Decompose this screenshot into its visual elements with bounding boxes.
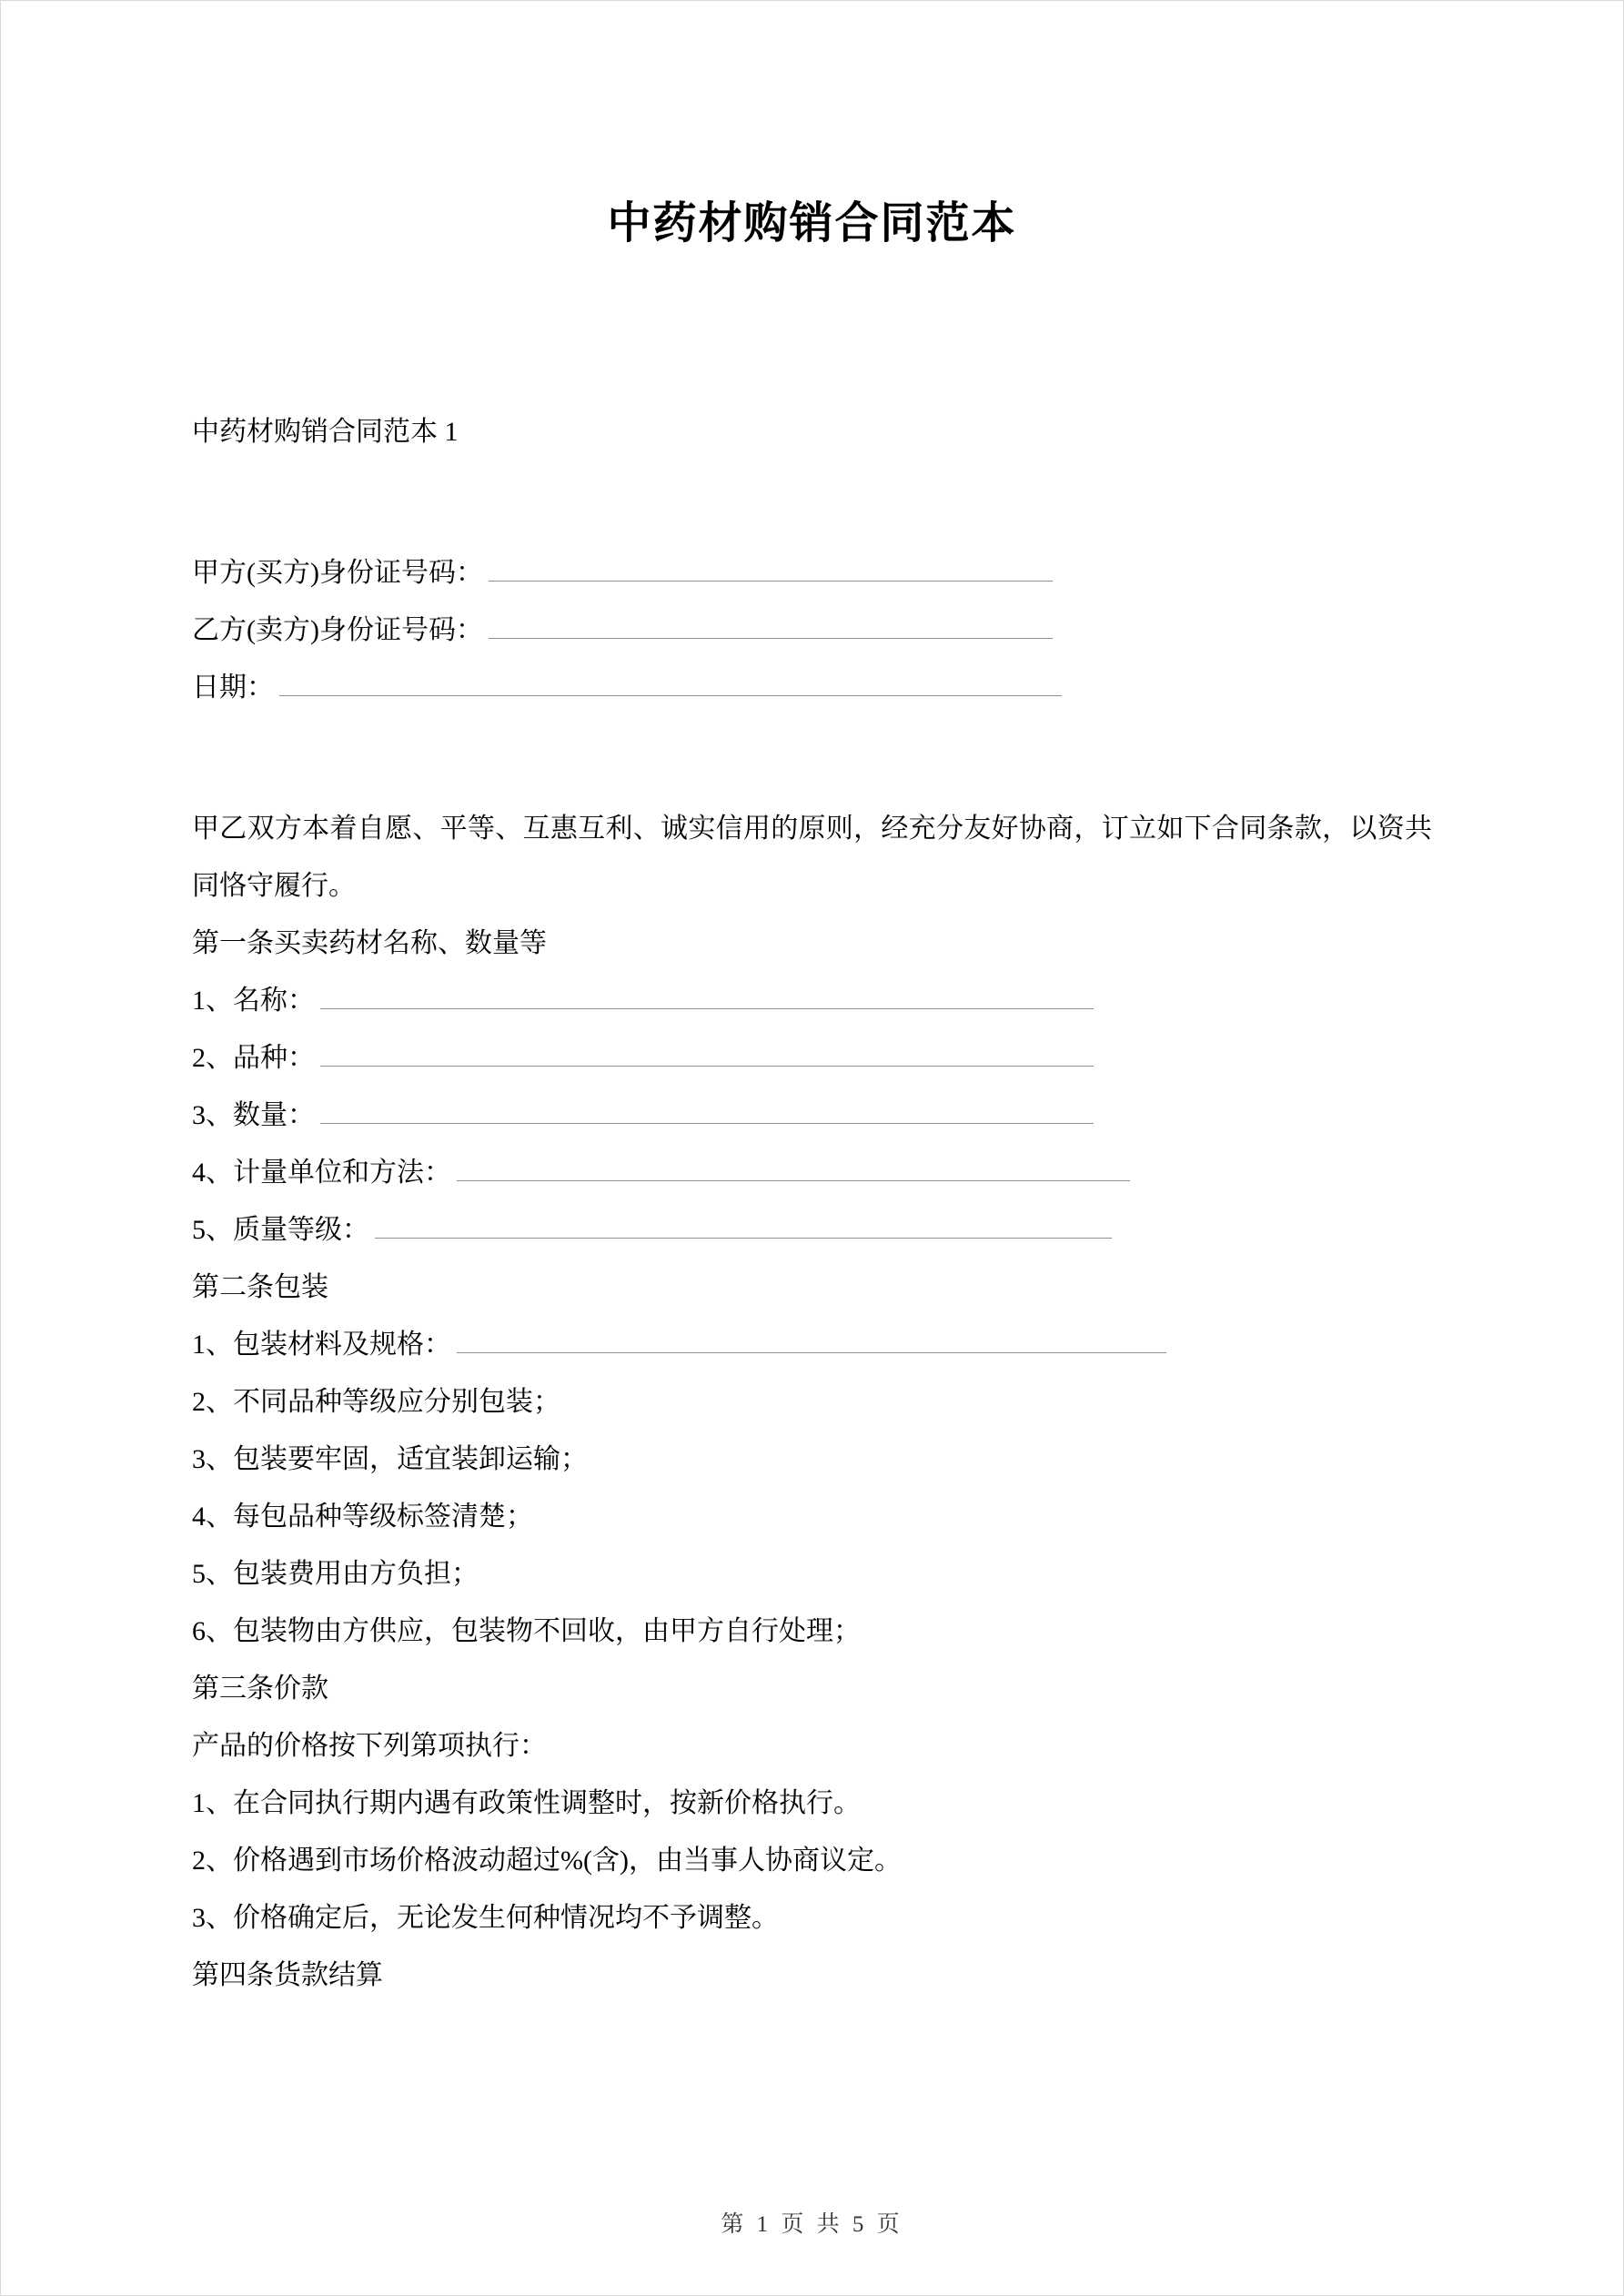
document-subtitle: 中药材购销合同范本 1 [192,417,459,447]
field-line-buyer-id [192,544,1432,602]
page-number-footer: 第 1 页 共 5 页 [721,2212,903,2237]
clause-1-item-variety [192,1029,1432,1087]
clause-2-item-5: 5、包装费用由方负担； [192,1559,479,1589]
clause-2 [192,1259,1432,1660]
name-blank [320,984,1094,1010]
date-label: 日期： [192,673,274,703]
name-label: 1、名称： [192,986,315,1016]
clause-3-heading: 第三条价款 [192,1674,328,1704]
clause-1-item-name [192,972,1432,1029]
clause-2-item-2: 2、不同品种等级应分别包装； [192,1387,560,1417]
clause-3-item-3: 3、价格确定后，无论发生何种情况均不予调整。 [192,1903,779,1933]
grade-label: 5、质量等级： [192,1215,369,1245]
date-blank [279,671,1062,697]
seller-id-blank [489,613,1053,640]
buyer-id-label: 甲方(买方)身份证号码： [192,558,483,588]
clause-4-heading: 第四条货款结算 [192,1960,383,1990]
seller-id-label: 乙方(卖方)身份证号码： [192,615,483,645]
clause-1-item-grade [192,1201,1432,1259]
buyer-id-blank [489,556,1053,582]
header-fields [192,544,1432,716]
clause-3 [192,1660,1432,1947]
clause-2-item-3: 3、包装要牢固，适宜装卸运输； [192,1444,588,1474]
quantity-blank [320,1098,1094,1125]
quantity-label: 3、数量： [192,1100,315,1130]
packing-spec-label: 1、包装材料及规格： [192,1330,451,1360]
grade-blank [375,1213,1112,1239]
document-title: 中药材购销合同范本 [607,199,1017,248]
clause-3-item-1: 1、在合同执行期内遇有政策性调整时，按新价格执行。 [192,1788,861,1818]
unit-blank [457,1156,1130,1182]
clause-1 [192,915,1432,1259]
field-line-seller-id [192,602,1432,659]
packing-spec-blank [457,1328,1166,1354]
clause-2-item-4: 4、每包品种等级标签清楚； [192,1502,533,1532]
clause-2-item-packing-spec [192,1316,1432,1373]
contract-preamble: 甲乙双方本着自愿、平等、互惠互利、诚实信用的原则，经充分友好协商，订立如下合同条款，以资共同恪守履行。 [192,814,1432,901]
clause-2-item-6: 6、包装物由方供应，包装物不回收，由甲方自行处理； [192,1616,861,1646]
clause-1-item-unit [192,1144,1432,1201]
clause-3-intro: 产品的价格按下列第项执行： [192,1731,547,1761]
variety-label: 2、品种： [192,1043,315,1073]
field-line-date [192,659,1432,716]
clause-1-heading: 第一条买卖药材名称、数量等 [192,928,547,958]
clause-1-item-quantity [192,1087,1432,1144]
clause-4 [192,1947,1432,2004]
unit-label: 4、计量单位和方法： [192,1158,451,1188]
clause-3-item-2: 2、价格遇到市场价格波动超过%(含)，由当事人协商议定。 [192,1846,902,1876]
variety-blank [320,1041,1094,1067]
clause-2-heading: 第二条包装 [192,1272,328,1302]
